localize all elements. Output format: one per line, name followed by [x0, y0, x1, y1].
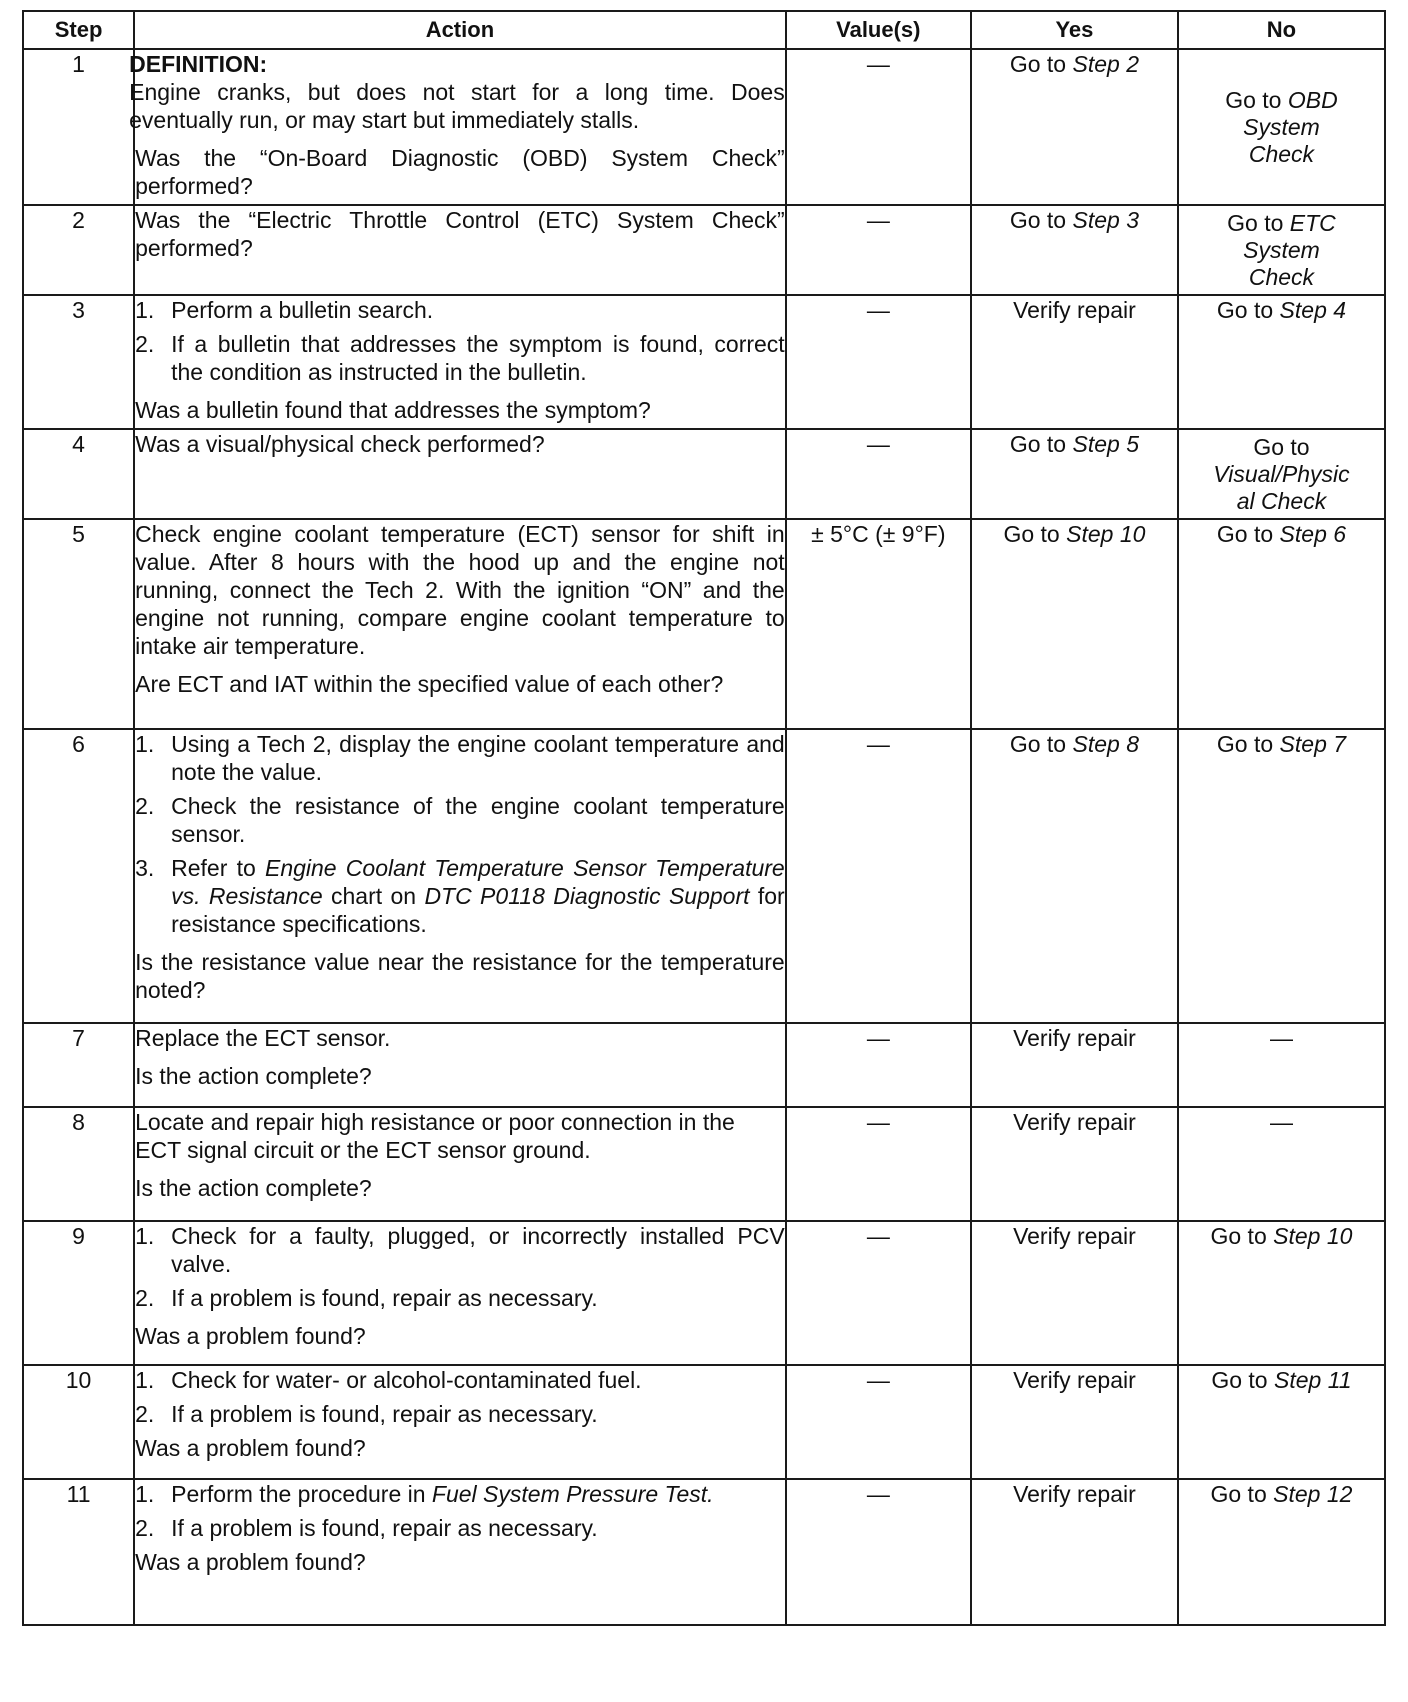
step-number: 4 — [23, 429, 134, 519]
action-list — [135, 730, 785, 938]
table-row-step-11 — [23, 1479, 1385, 1625]
yes-step-ref: Step 2 — [1072, 51, 1139, 77]
no-cell: Go to Step 10 — [1178, 1221, 1385, 1365]
no-cell: — — [1178, 1023, 1385, 1107]
value-text: — — [866, 207, 890, 233]
step-number: 2 — [23, 205, 134, 295]
table-row-step-2 — [23, 205, 1385, 295]
action-cell — [134, 1221, 786, 1365]
diagnostic-table — [22, 10, 1386, 1626]
list-item: 2. If a problem is found, repair as necessary. — [135, 1515, 598, 1541]
table-row-step-9 — [23, 1221, 1385, 1365]
chart-reference: Engine Coolant Temperature Sensor Temperature vs. Resistance — [171, 855, 785, 909]
question-text: Was a visual/physical check performed? — [135, 431, 545, 457]
header-action: Action — [134, 11, 786, 49]
action-cell — [134, 1365, 786, 1479]
yes-cell: Verify repair — [971, 1479, 1178, 1625]
action-cell — [134, 729, 786, 1023]
question-text: Was a problem found? — [135, 1549, 366, 1575]
yes-step-ref: Step 8 — [1072, 731, 1139, 757]
yes-cell: Go to Step 3 — [971, 205, 1178, 295]
no-step-ref: Visual/Physic — [1213, 461, 1350, 487]
no-cell: Go to Visual/Physic al Check — [1178, 429, 1385, 519]
no-cell: — — [1178, 1107, 1385, 1221]
yes-cell: Go to Step 5 — [971, 429, 1178, 519]
table-row-step-6 — [23, 729, 1385, 1023]
no-step-ref: ETC System Check — [1243, 210, 1336, 290]
value-text: — — [866, 1367, 890, 1393]
action-cell — [134, 429, 786, 519]
question-text: Was the “On-Board Diagnostic (OBD) System Check” performed? — [135, 145, 785, 199]
list-item: 1. Check for a faulty, plugged, or incorrectly installed PCV valve. — [135, 1223, 785, 1277]
step-number: 10 — [23, 1365, 134, 1479]
action-cell — [134, 519, 786, 729]
action-cell — [134, 1479, 786, 1625]
value-cell — [786, 1365, 971, 1479]
value-cell — [786, 1107, 971, 1221]
step-number: 9 — [23, 1221, 134, 1365]
question-text: Was a problem found? — [135, 1323, 366, 1349]
question-text: Was a bulletin found that addresses the symptom? — [135, 397, 651, 423]
list-item: 1. Using a Tech 2, display the engine coolant temperature and note the value. — [135, 731, 785, 785]
header-row — [23, 11, 1385, 49]
no-cell: Go to Step 7 — [1178, 729, 1385, 1023]
question-text: Was a problem found? — [135, 1435, 366, 1461]
action-cell — [129, 49, 786, 205]
yes-cell: Go to Step 2 — [971, 49, 1178, 205]
no-cell: Go to OBD System Check — [1178, 49, 1385, 205]
action-cell — [134, 205, 786, 295]
yes-cell: Verify repair — [971, 1221, 1178, 1365]
table-row-step-7 — [23, 1023, 1385, 1107]
header-yes: Yes — [971, 11, 1178, 49]
list-item: 1. Perform the procedure in Fuel System Pressure Test. — [135, 1481, 714, 1507]
header-values: Value(s) — [786, 11, 971, 49]
action-cell — [134, 1023, 786, 1107]
yes-step-ref: Step 10 — [1066, 521, 1146, 547]
question-text: Is the action complete? — [135, 1175, 372, 1201]
action-text: Replace the ECT sensor. — [135, 1025, 391, 1051]
header-no: No — [1178, 11, 1385, 49]
value-cell — [786, 295, 971, 429]
step-number: 8 — [23, 1107, 134, 1221]
table-row-step-4 — [23, 429, 1385, 519]
no-cell: Go to Step 6 — [1178, 519, 1385, 729]
question-text: Are ECT and IAT within the specified value of each other? — [135, 671, 724, 697]
value-text: — — [866, 731, 890, 757]
action-text: Locate and repair high resistance or poor connection in the ECT signal circuit or the ECT sensor ground. — [135, 1109, 735, 1163]
yes-cell: Go to Step 8 — [971, 729, 1178, 1023]
no-step-ref: Step 11 — [1274, 1367, 1352, 1393]
question-text: Is the resistance value near the resistance for the temperature noted? — [135, 949, 785, 1003]
action-list — [135, 1366, 785, 1428]
step-number: 3 — [23, 295, 134, 429]
action-list — [135, 296, 785, 386]
no-step-ref: Step 7 — [1279, 731, 1347, 757]
yes-cell: Verify repair — [971, 1023, 1178, 1107]
yes-cell: Verify repair — [971, 1107, 1178, 1221]
step-number: 6 — [23, 729, 134, 1023]
yes-cell: Go to Step 10 — [971, 519, 1178, 729]
definition-text: Engine cranks, but does not start for a long time. Does eventually run, or may start but immediately stalls. — [129, 79, 785, 133]
table-row-step-10 — [23, 1365, 1385, 1479]
value-cell — [786, 729, 971, 1023]
action-cell — [134, 1107, 786, 1221]
list-item: 1. Perform a bulletin search. — [135, 297, 434, 323]
value-cell — [786, 49, 971, 205]
no-cell: Go to Step 12 — [1178, 1479, 1385, 1625]
value-text: — — [866, 1223, 890, 1249]
no-step-ref: Step 6 — [1279, 521, 1347, 547]
yes-step-ref: Step 3 — [1072, 207, 1139, 233]
value-cell — [786, 429, 971, 519]
question-text: Is the action complete? — [135, 1063, 372, 1089]
yes-cell: Verify repair — [971, 1365, 1178, 1479]
table-row-step-1 — [23, 49, 1385, 205]
value-text: — — [866, 1025, 890, 1051]
value-cell — [786, 205, 971, 295]
list-item: 2. If a problem is found, repair as necessary. — [135, 1401, 598, 1427]
header-step: Step — [23, 11, 134, 49]
value-cell — [786, 519, 971, 729]
value-cell — [786, 1479, 971, 1625]
table-row-step-5 — [23, 519, 1385, 729]
no-cell: Go to Step 11 — [1178, 1365, 1385, 1479]
step-number: 1 — [23, 49, 134, 205]
yes-step-ref: Step 5 — [1072, 431, 1139, 457]
value-text: — — [866, 431, 890, 457]
table-row-step-3 — [23, 295, 1385, 429]
value-text: — — [866, 1481, 890, 1507]
value-text: ± 5°C (± 9°F) — [811, 521, 946, 547]
action-cell — [134, 295, 786, 429]
value-text: — — [866, 297, 890, 323]
no-step-ref: Step 10 — [1273, 1223, 1353, 1249]
action-list — [135, 1480, 785, 1542]
value-text: — — [866, 1109, 890, 1135]
no-step-ref: OBD System Check — [1243, 86, 1338, 167]
step-number: 11 — [23, 1479, 134, 1625]
list-item: 2. If a problem is found, repair as necessary. — [135, 1285, 598, 1311]
no-cell: Go to ETC System Check — [1178, 205, 1385, 295]
list-item: 1. Check for water- or alcohol-contaminated fuel. — [135, 1367, 642, 1393]
value-cell — [786, 1221, 971, 1365]
value-cell — [786, 1023, 971, 1107]
table-row-step-8 — [23, 1107, 1385, 1221]
step-number: 5 — [23, 519, 134, 729]
action-list — [135, 1222, 785, 1312]
no-step-ref: Step 12 — [1273, 1481, 1353, 1507]
no-cell: Go to Step 4 — [1178, 295, 1385, 429]
no-step-ref: Step 4 — [1279, 297, 1347, 323]
dtc-reference: DTC P0118 Diagnostic Support — [424, 883, 750, 909]
yes-cell: Verify repair — [971, 295, 1178, 429]
question-text: Was the “Electric Throttle Control (ETC) System Check” performed? — [135, 207, 785, 261]
procedure-reference: Fuel System Pressure Test. — [431, 1481, 714, 1507]
list-item: 2. If a bulletin that addresses the symptom is found, correct the condition as instructed in the bulletin. — [135, 331, 785, 385]
action-text: Check engine coolant temperature (ECT) sensor for shift in value. After 8 hours with the hood up and the engine not running, connect the Tech 2. With the ignition “ON” and the engine not running, compare engine coolant temperature to intake air temperature. — [135, 521, 785, 659]
definition-label: DEFINITION: — [129, 51, 268, 77]
step-number: 7 — [23, 1023, 134, 1107]
value-text: — — [866, 51, 890, 77]
list-item: 3. Refer to Engine Coolant Temperature Sensor Temperature vs. Resistance chart on DTC P0118 Diagnostic Support for resistance specifications. — [135, 855, 785, 937]
list-item: 2. Check the resistance of the engine coolant temperature sensor. — [135, 793, 785, 847]
